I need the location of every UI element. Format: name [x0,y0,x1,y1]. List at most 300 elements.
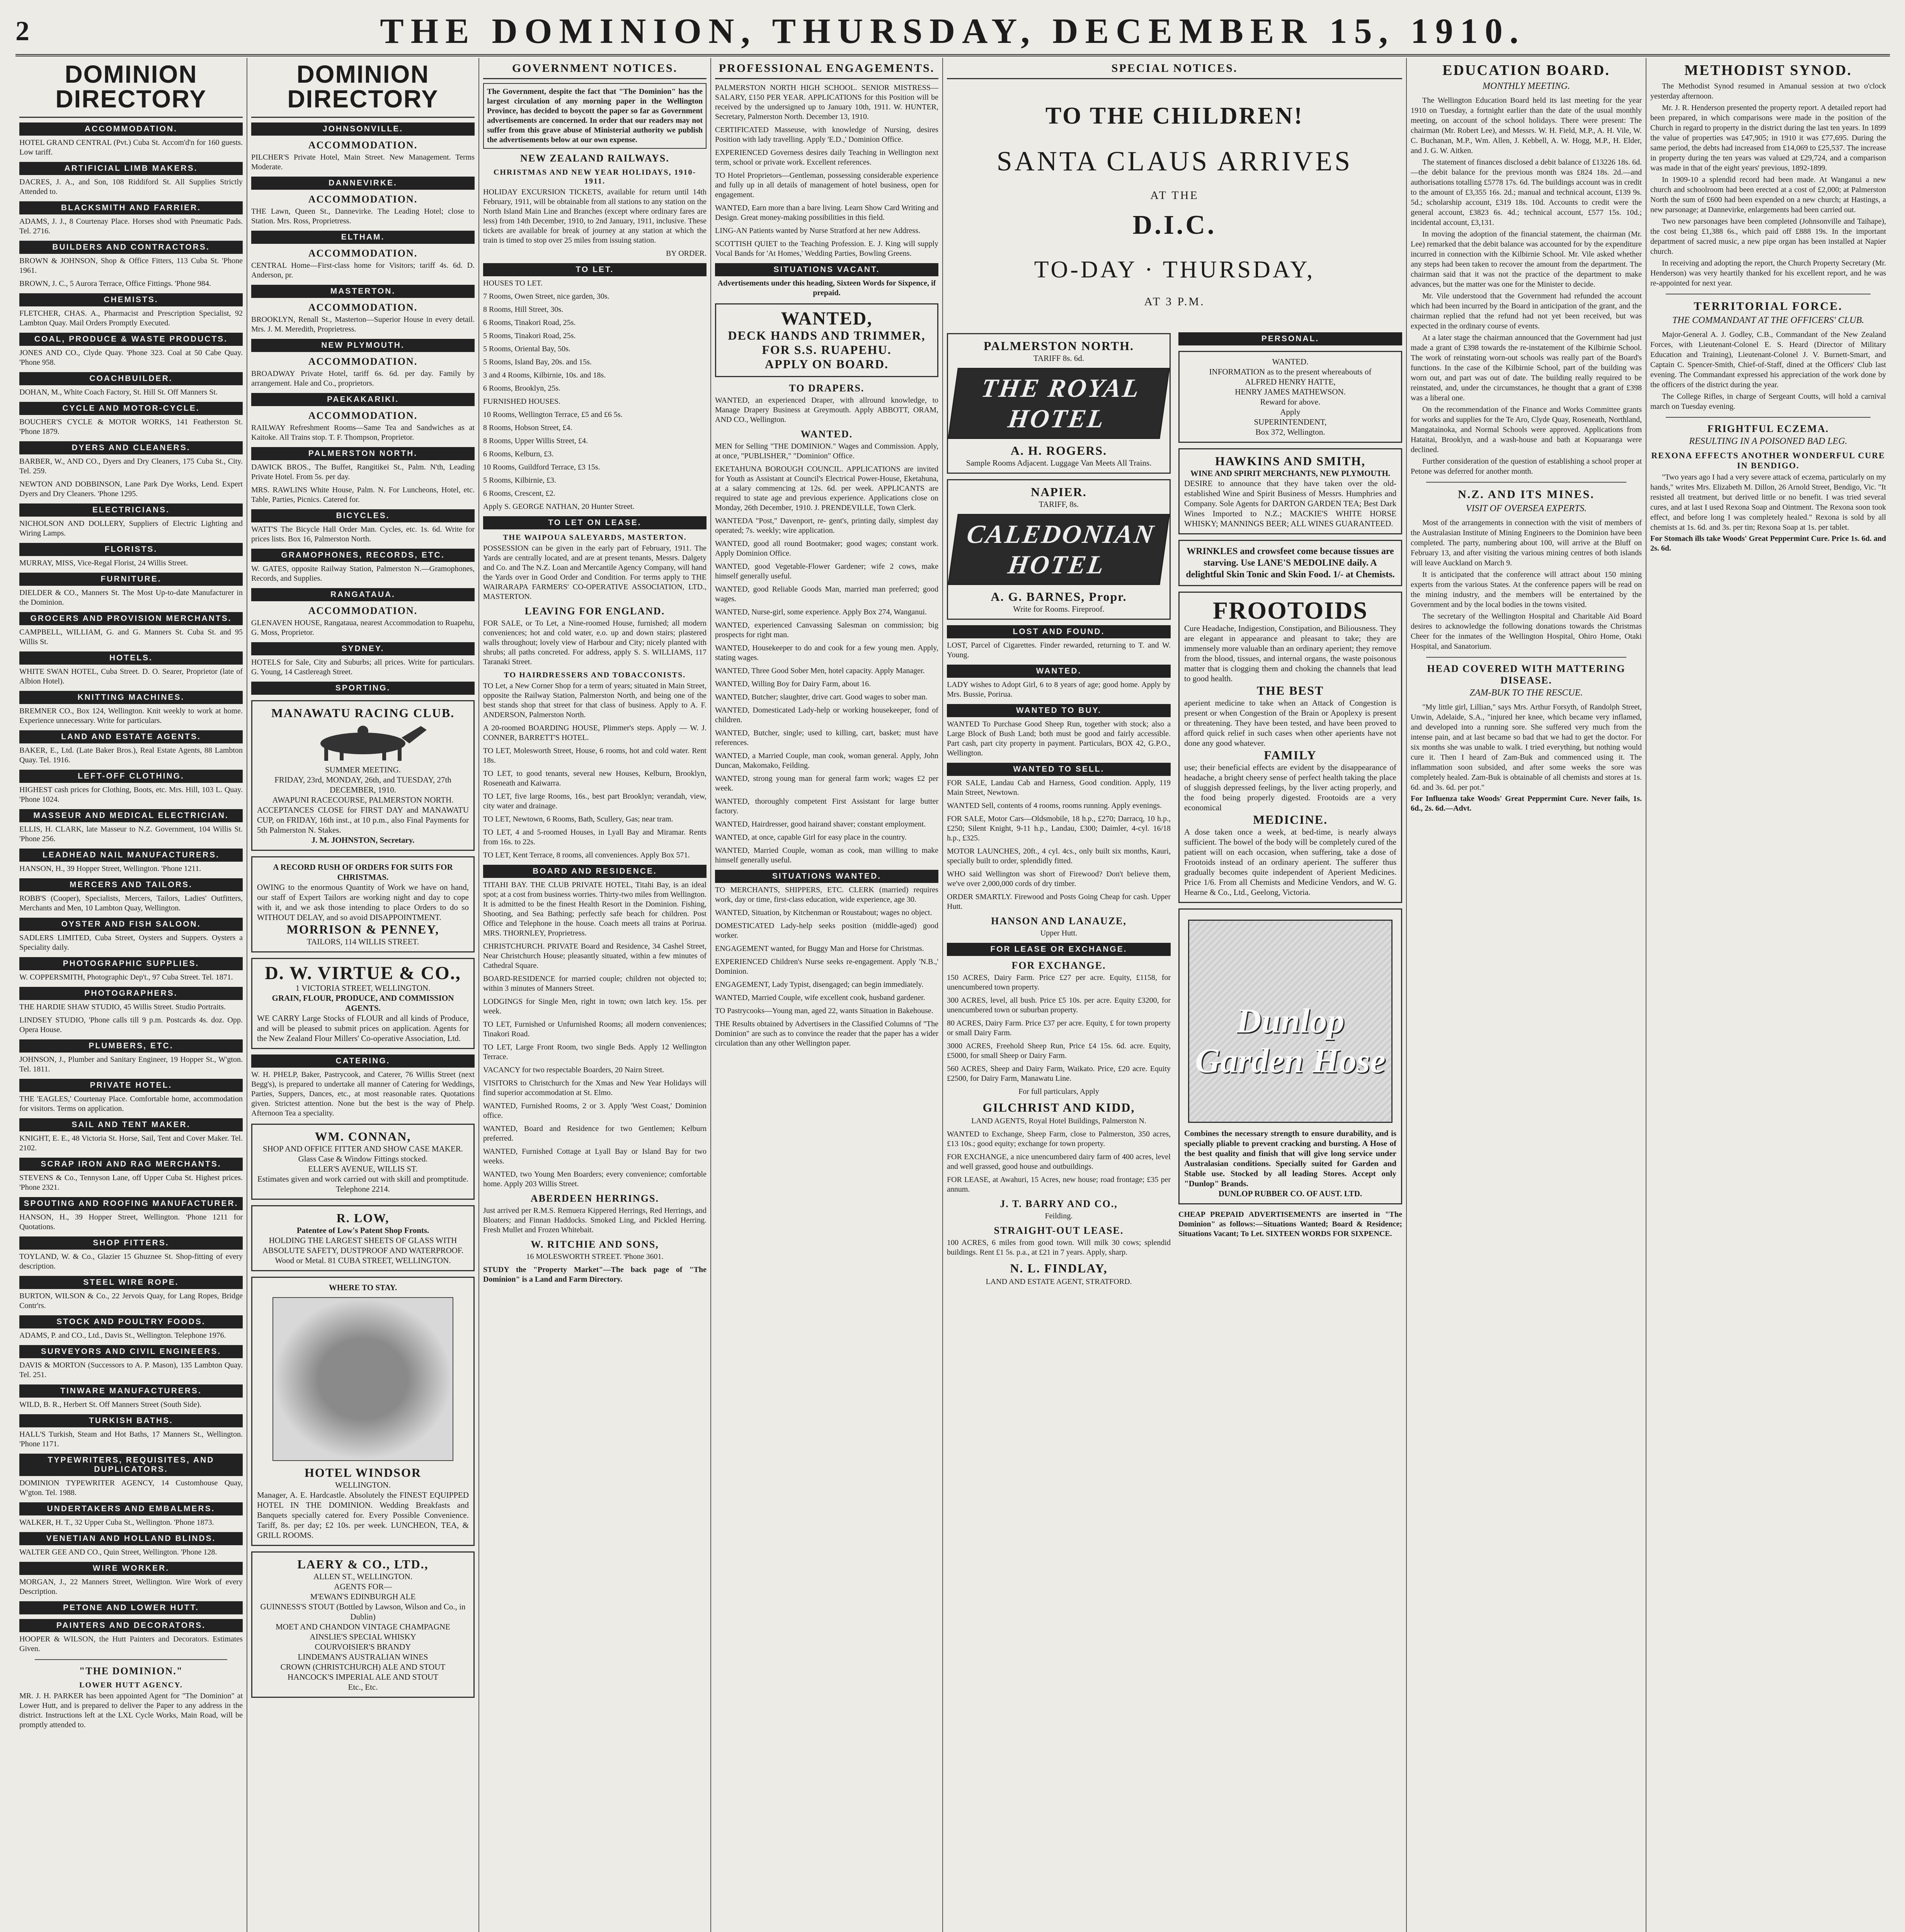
situation-wanted-item: TO MERCHANTS, SHIPPERS, ETC. CLERK (married) requires work, day or time, first-class education, wide experience, age 30. [715,886,938,904]
to-let-item: 7 Rooms, Owen Street, nice garden, 30s. [483,292,609,301]
to-let-item: 6 Rooms, Kelburn, £3. [483,450,554,458]
situation-wanted-item: ENGAGEMENT wanted, for Buggy Man and Horse for Christmas. [715,944,924,953]
situations-wanted-heading: SITUATIONS WANTED. [715,870,938,883]
directory-entry: MRS. RAWLINS White House, Palm. N. For Luncheons, Hotel, etc. Table, Parties, Picnics. Catered for. [251,486,475,504]
directory-entry: HOOPER & WILSON, the Hutt Painters and Decorators. Estimates Given. [19,1635,243,1653]
directory-section-heading: LEFT-OFF CLOTHING. [19,770,243,783]
wanted-item: WANTED, good Vegetable-Flower Gardener; wife 2 cows, make himself generally useful. [715,562,938,581]
mines-article [1411,518,1642,651]
directory-entry: DAVIS & MORTON (Successors to A. P. Mason), 135 Lambton Quay. Tel. 251. [19,1361,243,1379]
directory-entry: BROWN & JOHNSON, Shop & Office Fitters, 113 Cuba St. 'Phone 1961. [19,257,243,275]
caledonian-owner: A. G. BARNES, Propr. [991,590,1127,604]
directory-entry: BAKER, E., Ltd. (Late Baker Bros.), Real Estate Agents, 88 Lambton Quay. Tel. 1916. [19,746,243,764]
exchange-item: 560 ACRES, Sheep and Dairy Farm, Waikato. Price, £20 acre. Equity £2500, for Dairy Farm, Manawatu Line. [947,1065,1171,1083]
sell-item: WANTED Sell, contents of 4 rooms, rooms running. Apply evenings. [947,801,1162,810]
directory-section-heading: HOTELS. [19,651,243,665]
laery-agency-line: AGENTS FOR— [334,1582,392,1592]
directory-entry: HIGHEST cash prices for Clothing, Boots, etc. Mrs. Hill, 103 L. Quay. 'Phone 1024. [19,786,243,804]
to-let-item: 5 Rooms, Tinakori Road, 25s. [483,332,576,340]
santa-line-6: AT 3 P.M. [1144,295,1205,308]
sporting-heading: SPORTING. [251,682,475,695]
caledonian-tariff: TARIFF, 8s. [1038,500,1079,509]
laery-agency-line: LINDEMAN'S AUSTRALIAN WINES [298,1652,428,1662]
board-list [483,880,707,1189]
connan-details [257,1144,469,1194]
study-property-notice: STUDY the "Property Market"—The back page of "The Dominion" is a Land and Farm Directory. [483,1265,707,1284]
virtue-address: 1 VICTORIA STREET, WELLINGTON. [295,983,431,993]
rexona-text: "Two years ago I had a very severe attack of eczema, particularly on my hands," writes Mrs. Elizabeth M. Dillon, 26 Arnold Street, Bendigo, Vic. "It resisted all treatment, but derived little or no benefit. I was tried several cures, and at last I used Rexona Soap and Ointment. The Rexona soon took effect, and before long I was completely healed." Rexona is sold by all chemists at 1s. 6d. and 3s. per tin; Rexona Soap at 1s. per tablet. [1650,473,1886,532]
directory-entry: BOUCHER'S CYCLE & MOTOR WORKS, 141 Featherston St. 'Phone 1879. [19,418,243,436]
town-heading: DANNEVIRKE. [251,177,475,190]
directory-entry: DIELDER & CO., Manners St. The Most Up-to-date Manufacturer in the Dominion. [19,588,243,607]
directory-heading: DOMINION DIRECTORY [19,58,243,118]
barry-name: J. T. BARRY AND CO., [1000,1198,1118,1209]
board-item: LODGINGS for Single Men, right in town; own latch key. 15s. per week. [483,997,707,1015]
directory-section-heading: SCRAP IRON AND RAG MERCHANTS. [19,1158,243,1171]
to-let-item: TO LET, five large Rooms, 16s., best part Brooklyn; verandah, view, city water and drainage. [483,792,707,810]
racing-signature: J. M. JOHNSTON, Secretary. [311,835,415,845]
directory-section-heading: FLORISTS. [19,543,243,556]
board-item: CHRISTCHURCH. PRIVATE Board and Residence, 34 Cashel Street, Near Christchurch House; pleasantly situated, within a few minutes of Cathedral Square. [483,942,707,970]
directory-section-heading: SPOUTING AND ROOFING MANUFACTURER. [19,1197,243,1210]
government-notices-column [479,58,711,1932]
situation-wanted-item: THE Results obtained by Advertisers in the Classified Columns of "The Dominion" are such as to convince the reader that the paper has a wider circulation than any other Wellington paper. [715,1020,938,1048]
sell-item: ORDER SMARTLY. Firewood and Posts Going Cheap for cash. Upper Hutt. [947,893,1171,911]
low-subheading: Patentee of Low's Patent Shop Fronts. [296,1226,429,1235]
railways-sign: BY ORDER. [666,249,707,258]
hawkins-smith-ad [1178,448,1402,534]
directory-entry: BROOKLYN, Renall St., Masterton—Superior House in every detail. Mrs. J. M. Meredith, Proprietress. [251,315,475,333]
town-heading: PALMERSTON NORTH. [251,447,475,460]
wanted-item: WANTEDA "Post," Davenport, re- gent's, printing daily, simplest day operated; 7s. weekly; wire application. [715,517,938,535]
wanted-item: WANTED, Married Couple, woman as cook, man willing to make himself generally useful. [715,846,938,865]
wanted-item: WANTED, good Reliable Goods Man, married man preferred; good wages. [715,585,938,604]
stomach-notice: For Stomach ills take Woods' Great Peppermint Cure. Price 1s. 6d. and 2s. 6d. [1650,534,1886,553]
gilchrist-address: LAND AGENTS, Royal Hotel Buildings, Palmerston N. [971,1117,1146,1125]
low-text: HOLDING THE LARGEST SHEETS OF GLASS WITH ABSOLUTE SAFETY, DUSTPROOF AND WATERPROOF. Wood or Metal. 81 CUBA STREET, WELLINGTON. [262,1236,464,1265]
directory-section-heading: GROCERS AND PROVISION MERCHANTS. [19,612,243,625]
hairdressers-heading: TO HAIRDRESSERS AND TOBACCONISTS. [504,671,686,679]
directory-entry: THE 'EAGLES,' Courtenay Place. Comfortable home, accommodation for visitors. Terms on application. [19,1095,243,1113]
town-heading: NEW PLYMOUTH. [251,339,475,352]
directory-entry: HANSON, H., 39 Hopper Street, Wellington. 'Phone 1211 for Quotations. [19,1213,243,1231]
frootoids-ad [1178,592,1402,903]
racing-club-title: MANAWATU RACING CLUB. [271,706,455,720]
directory-entry: NICHOLSON AND DOLLERY, Suppliers of Electric Lighting and Wiring Lamps. [19,519,243,537]
directory-entry: DAWICK BROS., The Buffet, Rangitikei St., Palm. N'th, Leading Private Hotel. From 5s. per day. [251,463,475,481]
to-let-item: TO LET, Molesworth Street, House, 6 rooms, hot and cold water. Rent 18s. [483,747,707,765]
directory-entry: ADAMS, P. and CO., Ltd., Davis St., Wellington. Telephone 1976. [19,1331,226,1340]
royal-hotel-ad [947,333,1171,474]
territorial-text: Major-General A. J. Godley, C.B., Commandant of the New Zealand Forces, with Lieutenant-Colonel E. S. Heard (Director of Military Education and Training), Lieutenant-Colonel J. V. Burnett-Smart, and Captain C. Spencer-Smith, Chief-of-Staff, dined at the Officers' Club last evening. The Commandant expressed his appreciation of the work done by the officers of the district during the year. [1650,330,1886,389]
professional-item: PALMERSTON NORTH HIGH SCHOOL. SENIOR MISTRESS—SALARY, £150 PER YEAR. APPLICATIONS for this Position will be received by the undersigned up to January 10th, 1911. W. HUNTER, Secretary, Palmerston North. December 13, 1910. [715,83,938,121]
directory-sections [19,122,243,1654]
to-let-list [483,279,707,512]
to-let-item: TO LET, Kent Terrace, 8 rooms, all conveniences. Apply Box 571. [483,851,690,859]
hotel-building-illustration [272,1297,453,1461]
lease-text: POSSESSION can be given in the early part of February, 1911. The Yards are centrally located, and are at present tenants, Messrs. Dalgety and Co. and The N.Z. Loan and Mercantile Agency Company, will hand the Yards over in Good Order and Condition. For terms apply to THE WAIRARAPA FARMERS' CO-OPERATIVE ASSOCIATION, LTD., MASTERTON. [483,544,707,601]
directory-section-heading: VENETIAN AND HOLLAND BLINDS. [19,1532,243,1545]
lost-text: LOST, Parcel of Cigarettes. Finder rewarded, returning to T. and W. Young. [947,641,1171,659]
directory-section-heading: UNDERTAKERS AND EMBALMERS. [19,1502,243,1515]
directory-section-heading: LAND AND ESTATE AGENTS. [19,730,243,743]
wanted-to-sell-list [947,778,1171,912]
town-heading: RANGATAUA. [251,588,475,601]
directory-entry: BROWN, J. C., 5 Aurora Terrace, Office Fittings. 'Phone 984. [19,279,211,288]
racing-club-ad [251,700,475,851]
royal-tariff: TARIFF 8s. 6d. [1033,354,1084,363]
deck-heading: WANTED, [781,308,873,329]
windsor-name: HOTEL WINDSOR [305,1466,421,1480]
directory-section-heading: PLUMBERS, ETC. [19,1039,243,1053]
exchange-list-2 [947,1129,1171,1194]
professional-list [715,83,938,259]
wanted-item: WANTED, strong young man for general farm work; wages £2 per week. [715,774,938,793]
directory-entry: BARBER, W., AND CO., Dyers and Dry Cleaners, 175 Cuba St., City. Tel. 259. [19,457,243,475]
town-heading: JOHNSONVILLE. [251,122,475,136]
hanson-address: Upper Hutt. [1040,929,1078,937]
to-let-item: A 20-roomed BOARDING HOUSE, Plimmer's steps. Apply — W. J. CONNER, BARRETT'S HOTEL. [483,724,707,742]
agency-subheading: LOWER HUTT AGENCY. [79,1681,183,1689]
hanson-name: HANSON AND LANAUZE, [991,915,1127,927]
laery-agency-line: COURVOISIER'S BRANDY [315,1642,411,1652]
wanted-item: WANTED, experienced Canvassing Salesman on commission; big prospects for right man. [715,621,938,639]
straight-lease-heading: STRAIGHT-OUT LEASE. [994,1225,1124,1236]
exchange-item: FOR LEASE, at Awahuri, 15 Acres, new house; road frontage; £35 per annum. [947,1175,1171,1194]
railways-heading: NEW ZEALAND RAILWAYS. [520,153,669,164]
caledonian-hotel-name: CALEDONIAN HOTEL [948,514,1170,585]
directory-section-heading: PHOTOGRAPHIC SUPPLIES. [19,957,243,970]
board-item: TITAHI BAY. THE CLUB PRIVATE HOTEL, Titahi Bay, is an ideal spot; at a cost from business worries. Thirty-two miles from Wellington. It is admitted to be the finest Health Resort in the Dominion. Fishing, Shooting, and Sea Bathing; perfectly safe beach for children. Post Office and Telephone in the house. Coach meets all trains at Porirua. MRS. THORNLEY, Proprietress. [483,881,707,937]
wanted-item: WANTED, Willing Boy for Dairy Farm, about 16. [715,680,871,689]
directory-section-heading: COAL, PRODUCE & WASTE PRODUCTS. [19,333,243,346]
directory-section-heading: TYPEWRITERS, REQUISITES, AND DUPLICATORS. [19,1454,243,1476]
morrison-penney-ad [251,856,475,952]
board-item: TO LET, Large Front Room, two single Beds. Apply 12 Wellington Terrace. [483,1043,707,1061]
racing-detail-line: FRIDAY, 23rd, MONDAY, 26th, and TUESDAY, 27th DECEMBER, 1910. [274,775,451,794]
connan-name: WM. CONNAN, [315,1129,411,1144]
windsor-text: Manager, A. E. Hardcastle. Absolutely the FINEST EQUIPPED HOTEL IN THE DOMINION. Wedding Breakfasts and Banquets specially catered for. Every Possible Convenience. Tariff, 8s. per day; £2 10s. per week. LUNCHEON, TEA, & GRILL ROOMS. [257,1490,469,1540]
racing-detail-line: AWAPUNI RACECOURSE, PALMERSTON NORTH. [272,795,454,804]
lease-heading: TO LET ON LEASE. [483,516,707,529]
straight-lease-text: 100 ACRES, 6 miles from good town. Will milk 30 cows; splendid buildings. Rent £1 5s. p.a., at £21 in 7 years. Apply, sharp. [947,1238,1171,1257]
directory-section-heading: DYERS AND CLEANERS. [19,441,243,454]
synod-paragraph: In receiving and adopting the report, the Church Property Secretary (Mr. Henderson) was very heartily thanked for his excellent report, and he was re-appointed for next year. [1650,259,1886,287]
directory-section-heading: CYCLE AND MOTOR-CYCLE. [19,402,243,415]
board-item: BOARD-RESIDENCE for married couple; children not objected to; within 3 minutes of Manners Street. [483,975,707,993]
virtue-ad [251,958,475,1049]
wanted-to-sell-heading: WANTED TO SELL. [947,763,1171,776]
eczema-subheading: RESULTING IN A POISONED BAD LEG. [1689,436,1847,446]
laery-agency-list [257,1582,469,1692]
professional-item: LING-AN Patients wanted by Nurse Stratford at her new Address. [715,226,920,235]
mines-subheading: VISIT OF OVERSEA EXPERTS. [1466,503,1587,514]
frootoids-family-heading: FAMILY [1264,748,1317,762]
exchange-item: 80 ACRES, Dairy Farm. Price £37 per acre. Equity, £ for town property or small Dairy Farm. [947,1019,1171,1037]
deck-details [721,328,933,371]
low-ad [251,1205,475,1271]
directory-entry: THE HARDIE SHAW STUDIO, 45 Willis Street. Studio Portraits. [19,1003,226,1011]
personal-detail-line: WANTED. [1272,357,1309,366]
personal-detail-line: Apply [1280,407,1301,417]
morrison-name: MORRISON & PENNEY, [286,922,439,936]
lease-exchange-heading: FOR LEASE OR EXCHANGE. [947,943,1171,956]
mines-paragraph: The secretary of the Wellington Hospital and Charitable Aid Board desires to acknowledge the following donations towards the Christmas Cheer for the inmates of the Wellington Hospital, Ohiro Home, Otaki Hospital, and Sanatorium. [1411,612,1642,651]
laery-agency-line: Etc., Etc. [348,1682,378,1692]
laery-address: ALLEN ST., WELLINGTON. [313,1572,413,1582]
wanted-item: WANTED, good all round Bootmaker; good wages; constant work. Apply Dominion Office. [715,539,938,558]
to-let-item: 10 Rooms, Guildford Terrace, £3 15s. [483,463,600,471]
special-notices-column [943,58,1407,1932]
wanted-item: WANTED, a Married Couple, man cook, woman general. Apply, John Duncan, Makomako, Feilding. [715,752,938,770]
racing-text: ACCEPTANCES CLOSE for FIRST DAY and MANAWATU CUP, on FRIDAY, 16th inst., at 10 p.m., also Final Payments for 5th Palmerston N. Stakes. [257,805,469,835]
laery-agency-line: CROWN (CHRISTCHURCH) ALE AND STOUT [280,1662,446,1672]
to-let-item: 5 Rooms, Oriental Bay, 50s. [483,345,570,353]
dunlop-text: Combines the necessary strength to ensure durability, and is specially pliable to prevent cracking and bursting. A Hose of the best quality and finish that will give long service under Australasian conditions. Specially suited for Garden and Stable use. Stocked by all leading Stores. Accept only "Dunlop" Brands. [1184,1129,1396,1189]
wanted-item: WANTED, at once, capable Girl for easy place in the country. [715,833,907,842]
laery-agency-line: HANCOCK'S IMPERIAL ALE AND STOUT [288,1672,438,1682]
mines-paragraph: It is anticipated that the conference will attract about 150 mining experts from the various States. At the conference papers will be read on the mining industry, and the members will be entertained by the Government and by the local bodies in the towns visited. [1411,570,1642,609]
morrison-heading: A RECORD RUSH OF ORDERS FOR SUITS FOR CHRISTMAS. [273,862,453,882]
exchange-item: WANTED to Exchange, Sheep Farm, close to Palmerston, 350 acres, £13 10s.; good equity; exchange for town property. [947,1130,1171,1148]
deck-detail-line: APPLY ON BOARD. [764,357,889,371]
directory-entry: HALL'S Turkish, Steam and Hot Baths, 17 Manners St., Wellington. 'Phone 1171. [19,1430,243,1448]
herrings-text: Just arrived per R.M.S. Remuera Kippered Herrings, Red Herrings, and Bloaters; and Finnan Haddocks. Smoked Ling, and Pickled Herring. Fresh Mullet and Frozen Whitebait. [483,1206,707,1234]
to-let-item: 8 Rooms, Hobson Street, £4. [483,423,572,432]
page-number: 2 [15,15,29,46]
sell-item: WHO said Wellington was short of Firewood? Don't believe them, we've over 2,000,000 cords of dry timber. [947,870,1171,888]
directory-entry: CAMPBELL, WILLIAM, G. and G. Manners St. Cuba St. and 95 Willis St. [19,628,243,646]
ritchie-name: W. RITCHIE AND SONS, [531,1239,659,1250]
college-rifles-text: The College Rifles, in charge of Sergeant Coutts, will hold a carnival march on Tuesday evening. [1650,392,1886,411]
masthead [15,8,1890,56]
wanted-item: WANTED, Butcher, single; used to killing, cart, basket; must have references. [715,729,938,747]
situation-wanted-item: DOMESTICATED Lady-help seeks position (middle-aged) good worker. [715,922,938,940]
to-let-item: Apply S. GEORGE NATHAN, 20 Hunter Street. [483,502,635,511]
directory-entry: MORGAN, J., 22 Manners Street, Wellington. Wire Work of every Description. [19,1578,243,1596]
agency-text: MR. J. H. PARKER has been appointed Agent for "The Dominion" at Lower Hutt, and is prepared to deliver the Paper to any address in the district. Instructions left at the LXL Cycle Works, Main Road, will be promptly attended to. [19,1692,243,1729]
education-board-article [1411,95,1642,476]
virtue-name: D. W. VIRTUE & CO., [265,963,461,983]
town-heading: BICYCLES. [251,509,475,522]
mines-heading: N.Z. AND ITS MINES. [1458,488,1595,501]
directory-section-heading: FURNITURE. [19,573,243,586]
agency-heading: "THE DOMINION." [79,1665,183,1677]
education-board-heading: EDUCATION BOARD. [1442,62,1610,78]
education-paragraph: The statement of finances disclosed a debit balance of £13226 18s. 6d.—the debit balance for the previous month was £824 18s. 2d.—and authorisations totalling £5778 17s. 6d. The buildings account was in credit to the amount of £3,355 16s. 2d.; manual and technical account, £139 9s. 5d.; scholarship account, £319 18s. 10d. Accounts to credit were the general account, £3823 6s. 4d.; technical account, £577 15s. 10d.; incidental account, £3,131. [1411,158,1642,227]
men-text: MEN for Selling "THE DOMINION." Wages and Commission. Apply, at once, "PUBLISHER," "Dominion" Office. [715,442,938,461]
to-let-item: 6 Rooms, Crescent, £2. [483,489,555,498]
frootoids-medicine-heading: MEDICINE. [1253,813,1328,827]
windsor-city: WELLINGTON. [335,1480,391,1490]
wanted-item: WANTED, Hairdresser, good hairand shaver; constant employment. [715,820,926,829]
eketahuna-notice: EKETAHUNA BOROUGH COUNCIL. APPLICATIONS are invited for Youth as Assistant at Council's Electrical Power-House, Eketahuna, at a salary commencing at 12s. 6d. per week. APPLICANTS are required to state age and previous experience. Applications close on Monday, 26th December, 1910. J. PRENDEVILLE, Town Clerk. [715,465,938,512]
lease-subheading: THE WAIPOUA SALEYARDS, MASTERTON. [503,533,687,542]
herrings-heading: ABERDEEN HERRINGS. [530,1193,659,1204]
racehorse-icon [286,720,440,763]
to-let-item: 5 Rooms, Kilbirnie, £3. [483,476,556,485]
personal-detail-line: Reward for above. [1260,397,1321,406]
directory-entry: DACRES, J. A., and Son, 108 Riddiford St. All Supplies Strictly Attended to. [19,178,243,196]
royal-owner: A. H. ROGERS. [1010,444,1107,457]
to-let-item: 8 Rooms, Hill Street, 30s. [483,305,563,314]
royal-town: PALMERSTON NORTH. [983,339,1134,353]
rexona-heading: REXONA EFFECTS ANOTHER WONDERFUL CURE IN BENDIGO. [1651,451,1885,470]
directory-entry: ROBB'S (Cooper), Specialists, Mercers, Tailors, Ladies' Outfitters, Merchants and Men, 10 Lambton Quay, Wellington. [19,894,243,912]
exchange-item: 300 ACRES, level, all bush. Price £5 10s. per acre. Equity £3200, for unencumbered town or suburban property. [947,996,1171,1014]
santa-line-3: AT THE [1150,189,1199,202]
cheap-prepaid-notice: CHEAP PREPAID ADVERTISEMENTS are inserted in "The Dominion" as follows:—Situations Wanted; Board & Residence; Situations Vacant; To Let. SIXTEEN WORDS FOR SIXPENCE. [1178,1210,1402,1238]
synod-paragraph: Mr. J. R. Henderson presented the property report. A detailed report had been prepared, in which comparisons were made in the position of the Church in regard to property in the district during the last ten years. In 1899 the value of properties was £47,905; in 1910 it was £77,695. During the same period, the debts had increased from £14,069 to £25,537. The increase in property during the ten years was valued at £29,724, and a comparison was made in that of the eight years' previous, 1892-1899. [1650,104,1886,172]
government-boycott-notice: The Government, despite the fact that "The Dominion" has the largest circulation of any morning paper in the Wellington Province, has decided to boycott the paper so far as Government advertisements are concerned. In order that our readers may not suffer from this grave abuse of Ministerial authority we publish the advertisements below at our own expense. [483,83,707,149]
directory-section-heading: ELECTRICIANS. [19,503,243,517]
lanes-medoline-text: WRINKLES and crowsfeet come because tissues are starving. Use LANE'S MEDOLINE daily. A delightful Skin Tonic and Skin Food. 1/- at Chemists. [1186,546,1395,580]
directory-entry: WALKER, H. T., 32 Upper Cuba St., Wellington. 'Phone 1873. [19,1518,214,1527]
territorial-heading: TERRITORIAL FORCE. [1694,300,1843,313]
leaving-heading: LEAVING FOR ENGLAND. [524,605,665,617]
professional-item: EXPERIENCED Governess desires daily Teaching in Wellington next term, school or private work. Excellent references. [715,148,938,167]
railways-text: HOLIDAY EXCURSION TICKETS, available for return until 14th February, 1911, will be obtainable from all stations to any station on the North Island Main Line and Branches (except where ordinary fares are less) from 14th December, 1910, to 2nd January, 1911, inclusive. These tickets are available for break of journey at any station at which the train is timed to stop over 25 miles from issuing station. [483,188,707,245]
drapers-heading: TO DRAPERS. [789,383,865,394]
situation-wanted-item: WANTED, Married Couple, wife excellent cook, husband gardener. [715,993,925,1002]
directory-entry: W. GATES, opposite Railway Station, Palmerston N.—Gramophones, Records, and Supplies. [251,565,475,583]
drapers-text: WANTED, an experienced Draper, with allround knowledge, to Manage Drapery Business at Greymouth. Apply ABBOTT, ORAM, AND CO., Wellington. [715,396,938,424]
connan-detail-line: Glass Case & Window Fittings stocked. [298,1154,428,1164]
special-notices-heading: SPECIAL NOTICES. [947,58,1402,79]
hawkins-smith-sub: WINE AND SPIRIT MERCHANTS, NEW PLYMOUTH. [1190,469,1391,478]
directory-section-heading: LEADHEAD NAIL MANUFACTURERS. [19,849,243,862]
to-let-item: 10 Rooms, Wellington Terrace, £5 and £6 5s. [483,410,623,419]
mines-paragraph: Most of the arrangements in connection with the visit of members of the Australasian Institute of Mining Engineers to the Dominion have been completed. The party, numbering about 100, will arrive at the Bluff on February 13, and after visiting the various mining centres of both islands will leave Auckland on March 9. [1411,519,1642,567]
directory-section-heading: BUILDERS AND CONTRACTORS. [19,241,243,254]
low-name: R. LOW, [336,1211,390,1225]
directory-section-heading: ARTIFICIAL LIMB MAKERS. [19,162,243,175]
directory-section-heading: ACCOMMODATION. [19,122,243,136]
laery-name: LAERY & CO., LTD., [297,1557,429,1571]
methodist-synod-column [1646,58,1890,1932]
connan-detail-line: Estimates given and work carried out with skill and promptitude. [257,1174,468,1184]
frootoids-medicine-text: A dose taken once a week, at bed-time, is nearly always sufficient. The bowel of the body will be completely cured of the patient will on each occasion, when suffering, take a dose of Frootoids instead of an ordinary aperient. The sufferer thus gradually becomes quite independent of Aperient Medicines. Price 1/6. From all Chemists and Medicine Vendors, and W. G. Hearne & Co., Ltd., Geelong, Victoria. [1184,827,1396,897]
connan-detail-line: SHOP AND OFFICE FITTER AND SHOW CASE MAKER. [262,1144,463,1154]
directory-section-heading: TURKISH BATHS. [19,1414,243,1427]
santa-claus-ad [947,83,1402,328]
frootoids-family-text: use; their beneficial effects are evident by the disappearance of headache, a bright cheery sense of perfect health taking the place of sluggish depressed feelings, by the liver acting properly, and the food being properly digested. Frootoids are a very economical [1184,763,1396,813]
newspaper-title: THE DOMINION, THURSDAY, DECEMBER 15, 1910. [380,11,1525,51]
laery-agency-line: MOET AND CHANDON VINTAGE CHAMPAGNE [276,1622,450,1632]
education-paragraph: Mr. Vile understood that the Government had refunded the account which had been incurred by the Board in anticipation of the grant, and the chairman replied that the refund had not yet been received, but was expected in the ordinary course of events. [1411,292,1642,330]
situation-wanted-item: WANTED, Situation, by Kitchenman or Roustabout; wages no object. [715,908,932,917]
frootoids-best-heading: THE BEST [1256,684,1324,698]
to-let-item: TO LET, 4 and 5-roomed Houses, in Lyall Bay and Miramar. Rents from 16s. to 22s. [483,828,707,846]
directory-section-heading: COACHBUILDER. [19,372,243,385]
to-let-list-2 [483,723,707,860]
caledonian-details: Write for Rooms. Fireproof. [1013,604,1105,614]
hotel-windsor-ad [251,1277,475,1546]
board-heading: BOARD AND RESIDENCE. [483,865,707,878]
exchange-footer: For full particulars, Apply [1018,1087,1099,1096]
education-paragraph: On the recommendation of the Finance and Works Committee grants for works and supplies for the Te Aro, Clyde Quay, Roseneath, Northland, Mangatainoka, and Normal Schools were approved. Applications from Hataitai, Brooklyn, and a wash-house and bath at Kopuaranga were declined. [1411,405,1642,454]
hairdressers-text: TO Let, a New Corner Shop for a term of years; situated in Main Street, opposite the Railway Station, Palmerston North, and being one of the best stands shop that street for that class of business. Apply to A. F. ANDERSON, Palmerston North. [483,682,707,719]
directory-entry: HANSON, H., 39 Hopper Street, Wellington. 'Phone 1211. [19,864,201,873]
to-let-item: FURNISHED HOUSES. [483,397,561,406]
dunlop-hose-ad [1178,908,1402,1204]
wanted-to-buy-text: WANTED To Purchase Good Sheep Run, together with stock; also a Large Block of Bush Land; both must be good and fairly accessible. Part cash, part city property in payment. Particulars, BOX 42, G.P.O., Wellington. [947,720,1171,757]
directory-entry: WALTER GEE AND CO., Quin Street, Wellington. 'Phone 128. [19,1548,217,1556]
directory-entry: PILCHER'S Private Hotel, Main Street. New Management. Terms Moderate. [251,153,475,171]
directory-section-heading: OYSTER AND FISH SALOON. [19,918,243,931]
professional-item: WANTED, Earn more than a bare living. Learn Show Card Writing and Design. Great money-making possibilities in this field. [715,204,938,222]
personal-notice [1178,351,1402,443]
directory-section-heading: MASSEUR AND MEDICAL ELECTRICIAN. [19,809,243,822]
situations-wanted-list [715,885,938,1048]
findlay-name: N. L. FINDLAY, [1010,1261,1108,1275]
directory-section-heading: STEEL WIRE ROPE. [19,1276,243,1289]
personal-heading: PERSONAL. [1178,332,1402,345]
to-let-heading: TO LET. [483,263,707,276]
category-label: ACCOMMODATION. [308,356,418,367]
royal-details: Sample Rooms Adjacent. Luggage Van Meets All Trains. [966,458,1152,468]
situation-wanted-item: ENGAGEMENT, Lady Typist, disengaged; can begin immediately. [715,980,924,989]
frootoids-heading: FROOTOIDS [1213,597,1368,624]
category-label: ACCOMMODATION. [308,139,418,151]
situations-vacant-note: Advertisements under this heading, Sixteen Words for Sixpence, if prepaid. [717,279,936,297]
to-let-item: TO LET, Newtown, 6 Rooms, Bath, Scullery, Gas; near tram. [483,815,673,823]
santa-line-5: TO-DAY · THURSDAY, [1034,257,1315,283]
directory-entry: BURTON, WILSON & Co., 22 Jervois Quay, for Lang Ropes, Bridge Contr'rs. [19,1292,243,1310]
town-heading: GRAMOPHONES, RECORDS, ETC. [251,549,475,562]
town-directory [251,122,475,677]
sell-item: MOTOR LAUNCHES, 20ft., 4 cyl. 4cs., only built six months, Kauri, specially built to order, splendidly fitted. [947,847,1171,865]
racing-details [257,765,469,805]
professional-item: TO Hotel Proprietors—Gentleman, possessing considerable experience and fully up in all details of management of hotel business, open for engagement. [715,171,938,199]
exchange-item: 3000 ACRES, Freehold Sheep Run, Price £4 15s. 6d. acre. Equity, £5000, for small Sheep or Dairy Farm. [947,1042,1171,1060]
wanted-item: WANTED, Three Good Sober Men, hotel capacity. Apply Manager. [715,667,925,675]
hawkins-smith-name: HAWKINS AND SMITH, [1215,454,1365,468]
men-heading: WANTED. [800,429,853,440]
board-item: VISITORS to Christchurch for the Xmas and New Year Holidays will find superior accommodation at St. Elmo. [483,1079,707,1097]
barry-address: Feilding. [1045,1212,1073,1220]
santa-line-4: D.I.C. [1132,210,1217,240]
wanted-heading: WANTED. [947,665,1171,678]
to-let-item: HOUSES TO LET. [483,279,543,287]
dunlop-footer: DUNLOP RUBBER CO. OF AUST. LTD. [1218,1189,1362,1199]
directory-section-heading: WIRE WORKER. [19,1562,243,1575]
education-paragraph: At a later stage the chairman announced that the Government had just made a grant of £398 towards the re-instatement of the Kilbirnie School. The work of reinstating worn-out schools was really part of the Board's functions. In the case of the Kilbirnie School, part of the building was worn out, and part was out of date. The building really required to be reinstated, and, under the circumstances, he thought that a grant of £398 was a liberal one. [1411,333,1642,402]
directory-section-heading: SURVEYORS AND CIVIL ENGINEERS. [19,1345,243,1358]
santa-line-2: SANTA CLAUS ARRIVES [996,146,1353,177]
directory-entry: BROADWAY Private Hotel, tariff 6s. 6d. per day. Family by arrangement. Hale and Co., proprietors. [251,369,475,388]
professional-item: SCOTTISH QUIET to the Teaching Profession. E. J. King will supply Vocal Bands for 'At Homes,' Wedding Parties, Bowling Greens. [715,240,938,258]
to-let-item: TO LET, to good tenants, several new Houses, Kelburn, Brooklyn, Roseneath and Kaiwarra. [483,769,707,787]
connan-detail-line: Telephone 2214. [336,1184,390,1194]
personal-detail-line: INFORMATION as to the present whereabouts of [1209,367,1372,376]
directory-entry: KNIGHT, E. E., 48 Victoria St. Horse, Sail, Tent and Cover Maker. Tel. 2102. [19,1134,243,1152]
directory-entry: SADLERS LIMITED, Cuba Street, Oysters and Suppers. Oysters a Speciality daily. [19,934,243,952]
exchange-item: FOR EXCHANGE, a nice unencumbered dairy farm of 400 acres, level and well grassed, good house and outbuildings. [947,1153,1171,1171]
education-paragraph: In moving the adoption of the financial statement, the chairman (Mr. Lee) remarked that the debit balance was accounted for by the expenditure incurred in connection with the Kilbirnie School. Mr. Vile asked whether any steps had been taken to recover the amount from the department. The chairman said that it was not the practice of the department to make advances, but the matter was one for the Minister to decide. [1411,230,1642,289]
directory-entry: TOYLAND, W. & Co., Glazier 15 Ghuznee St. Shop-fitting of every description. [19,1252,243,1270]
wanted-item: WANTED, thoroughly competent First Assistant for large butter factory. [715,797,938,816]
laery-agency-line: AINSLIE'S SPECIAL WHISKY [310,1632,416,1642]
directory-entry: STEVENS & Co., Tennyson Lane, off Upper Cuba St. Highest prices. 'Phone 2321. [19,1173,243,1192]
royal-hotel-name: THE ROYAL HOTEL [948,368,1170,439]
territorial-subheading: THE COMMANDANT AT THE OFFICERS' CLUB. [1672,315,1864,325]
influenza-notice: For Influenza take Woods' Great Peppermint Cure. Never fails, 1s. 6d., 2s. 6d.—Advt. [1411,794,1642,813]
education-paragraph: Further consideration of the question of establishing a school proper at Petone was deferred for another month. [1411,457,1642,476]
directory-section-heading: BLACKSMITH AND FARRIER. [19,201,243,214]
methodist-synod-article [1650,81,1886,288]
zambuk-text: "My little girl, Lillian," says Mrs. Arthur Forsyth, of Randolph Street, Unwin, Adelaide, S.A., "injured her knee, which became very inflamed, and developed into a running sore. She suffered very much from the intense pain, and at last became so bad that we had to get the doctor. For six months she was unable to walk. I tried everything, but nothing would cure it. Then I heard of Zam-Buk and commenced using it. The inflammation soon subsided, and after some weeks the sore was completely healed. Zam-Buk is obtainable of all chemists and stores at 1s. 6d. and 3s. 6d. per pot." [1411,703,1642,792]
